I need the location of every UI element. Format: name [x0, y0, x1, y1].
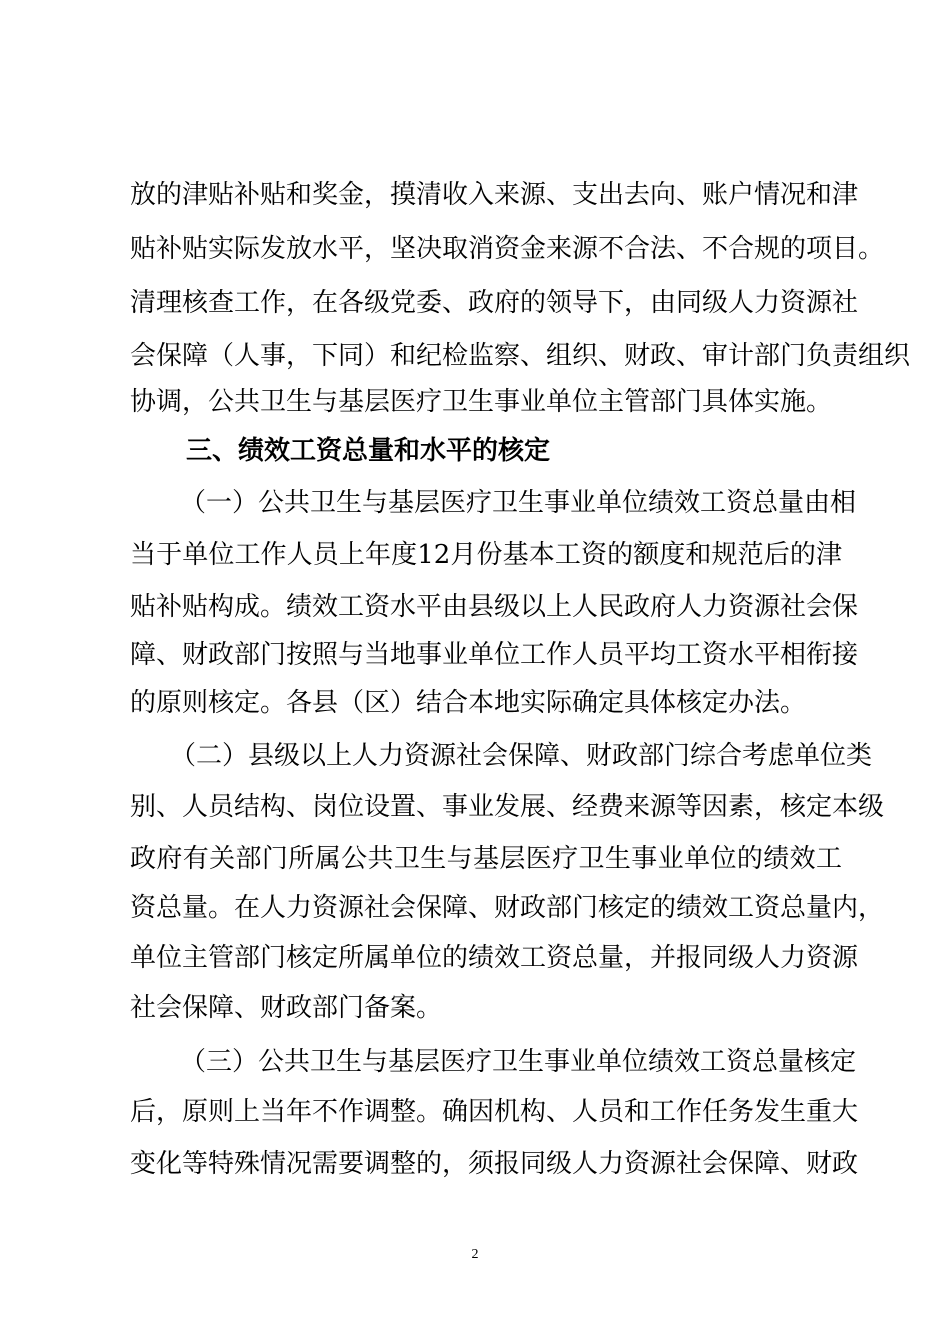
paragraph-line: 单位主管部门核定所属单位的绩效工资总量，并报同级人力资源 [130, 943, 859, 973]
section-heading: 三、绩效工资总量和水平的核定 [186, 436, 551, 466]
paragraph-line: 社会保障、财政部门备案。 [130, 993, 443, 1023]
paragraph-line: 贴补贴实际发放水平，坚决取消资金来源不合法、不合规的项目。 [130, 234, 885, 264]
paragraph-line: 放的津贴补贴和奖金，摸清收入来源、支出去向、账户情况和津 [130, 180, 859, 210]
paragraph-line: 后，原则上当年不作调整。确因机构、人员和工作任务发生重大 [130, 1097, 859, 1127]
paragraph-line: （一）公共卫生与基层医疗卫生事业单位绩效工资总量由相 [180, 488, 857, 518]
paragraph-line: 会保障（人事，下同）和纪检监察、组织、财政、审计部门负责组织 [130, 341, 911, 371]
paragraph-line: 政府有关部门所属公共卫生与基层医疗卫生事业单位的绩效工 [130, 844, 842, 874]
paragraph-line: 贴补贴构成。绩效工资水平由县级以上人民政府人力资源社会保 [130, 592, 859, 622]
paragraph-line: 当于单位工作人员上年度12月份基本工资的额度和规范后的津 [130, 540, 842, 570]
paragraph-line: 变化等特殊情况需要调整的，须报同级人力资源社会保障、财政 [130, 1149, 859, 1179]
paragraph-line: （三）公共卫生与基层医疗卫生事业单位绩效工资总量核定 [180, 1047, 857, 1077]
paragraph-line: 协调，公共卫生与基层医疗卫生事业单位主管部门具体实施。 [130, 387, 833, 417]
paragraph-line: 的原则核定。各县（区）结合本地实际确定具体核定办法。 [130, 688, 807, 718]
paragraph-line: 别、人员结构、岗位设置、事业发展、经费来源等因素，核定本级 [130, 792, 885, 822]
paragraph-line: 障、财政部门按照与当地事业单位工作人员平均工资水平相衔接 [130, 640, 859, 670]
paragraph-line: （二）县级以上人力资源社会保障、财政部门综合考虑单位类 [170, 741, 873, 771]
page-number: 2 [471, 1247, 479, 1262]
paragraph-line: 清理核查工作，在各级党委、政府的领导下，由同级人力资源社 [130, 288, 859, 318]
paragraph-line: 资总量。在人力资源社会保障、财政部门核定的绩效工资总量内， [130, 893, 885, 923]
